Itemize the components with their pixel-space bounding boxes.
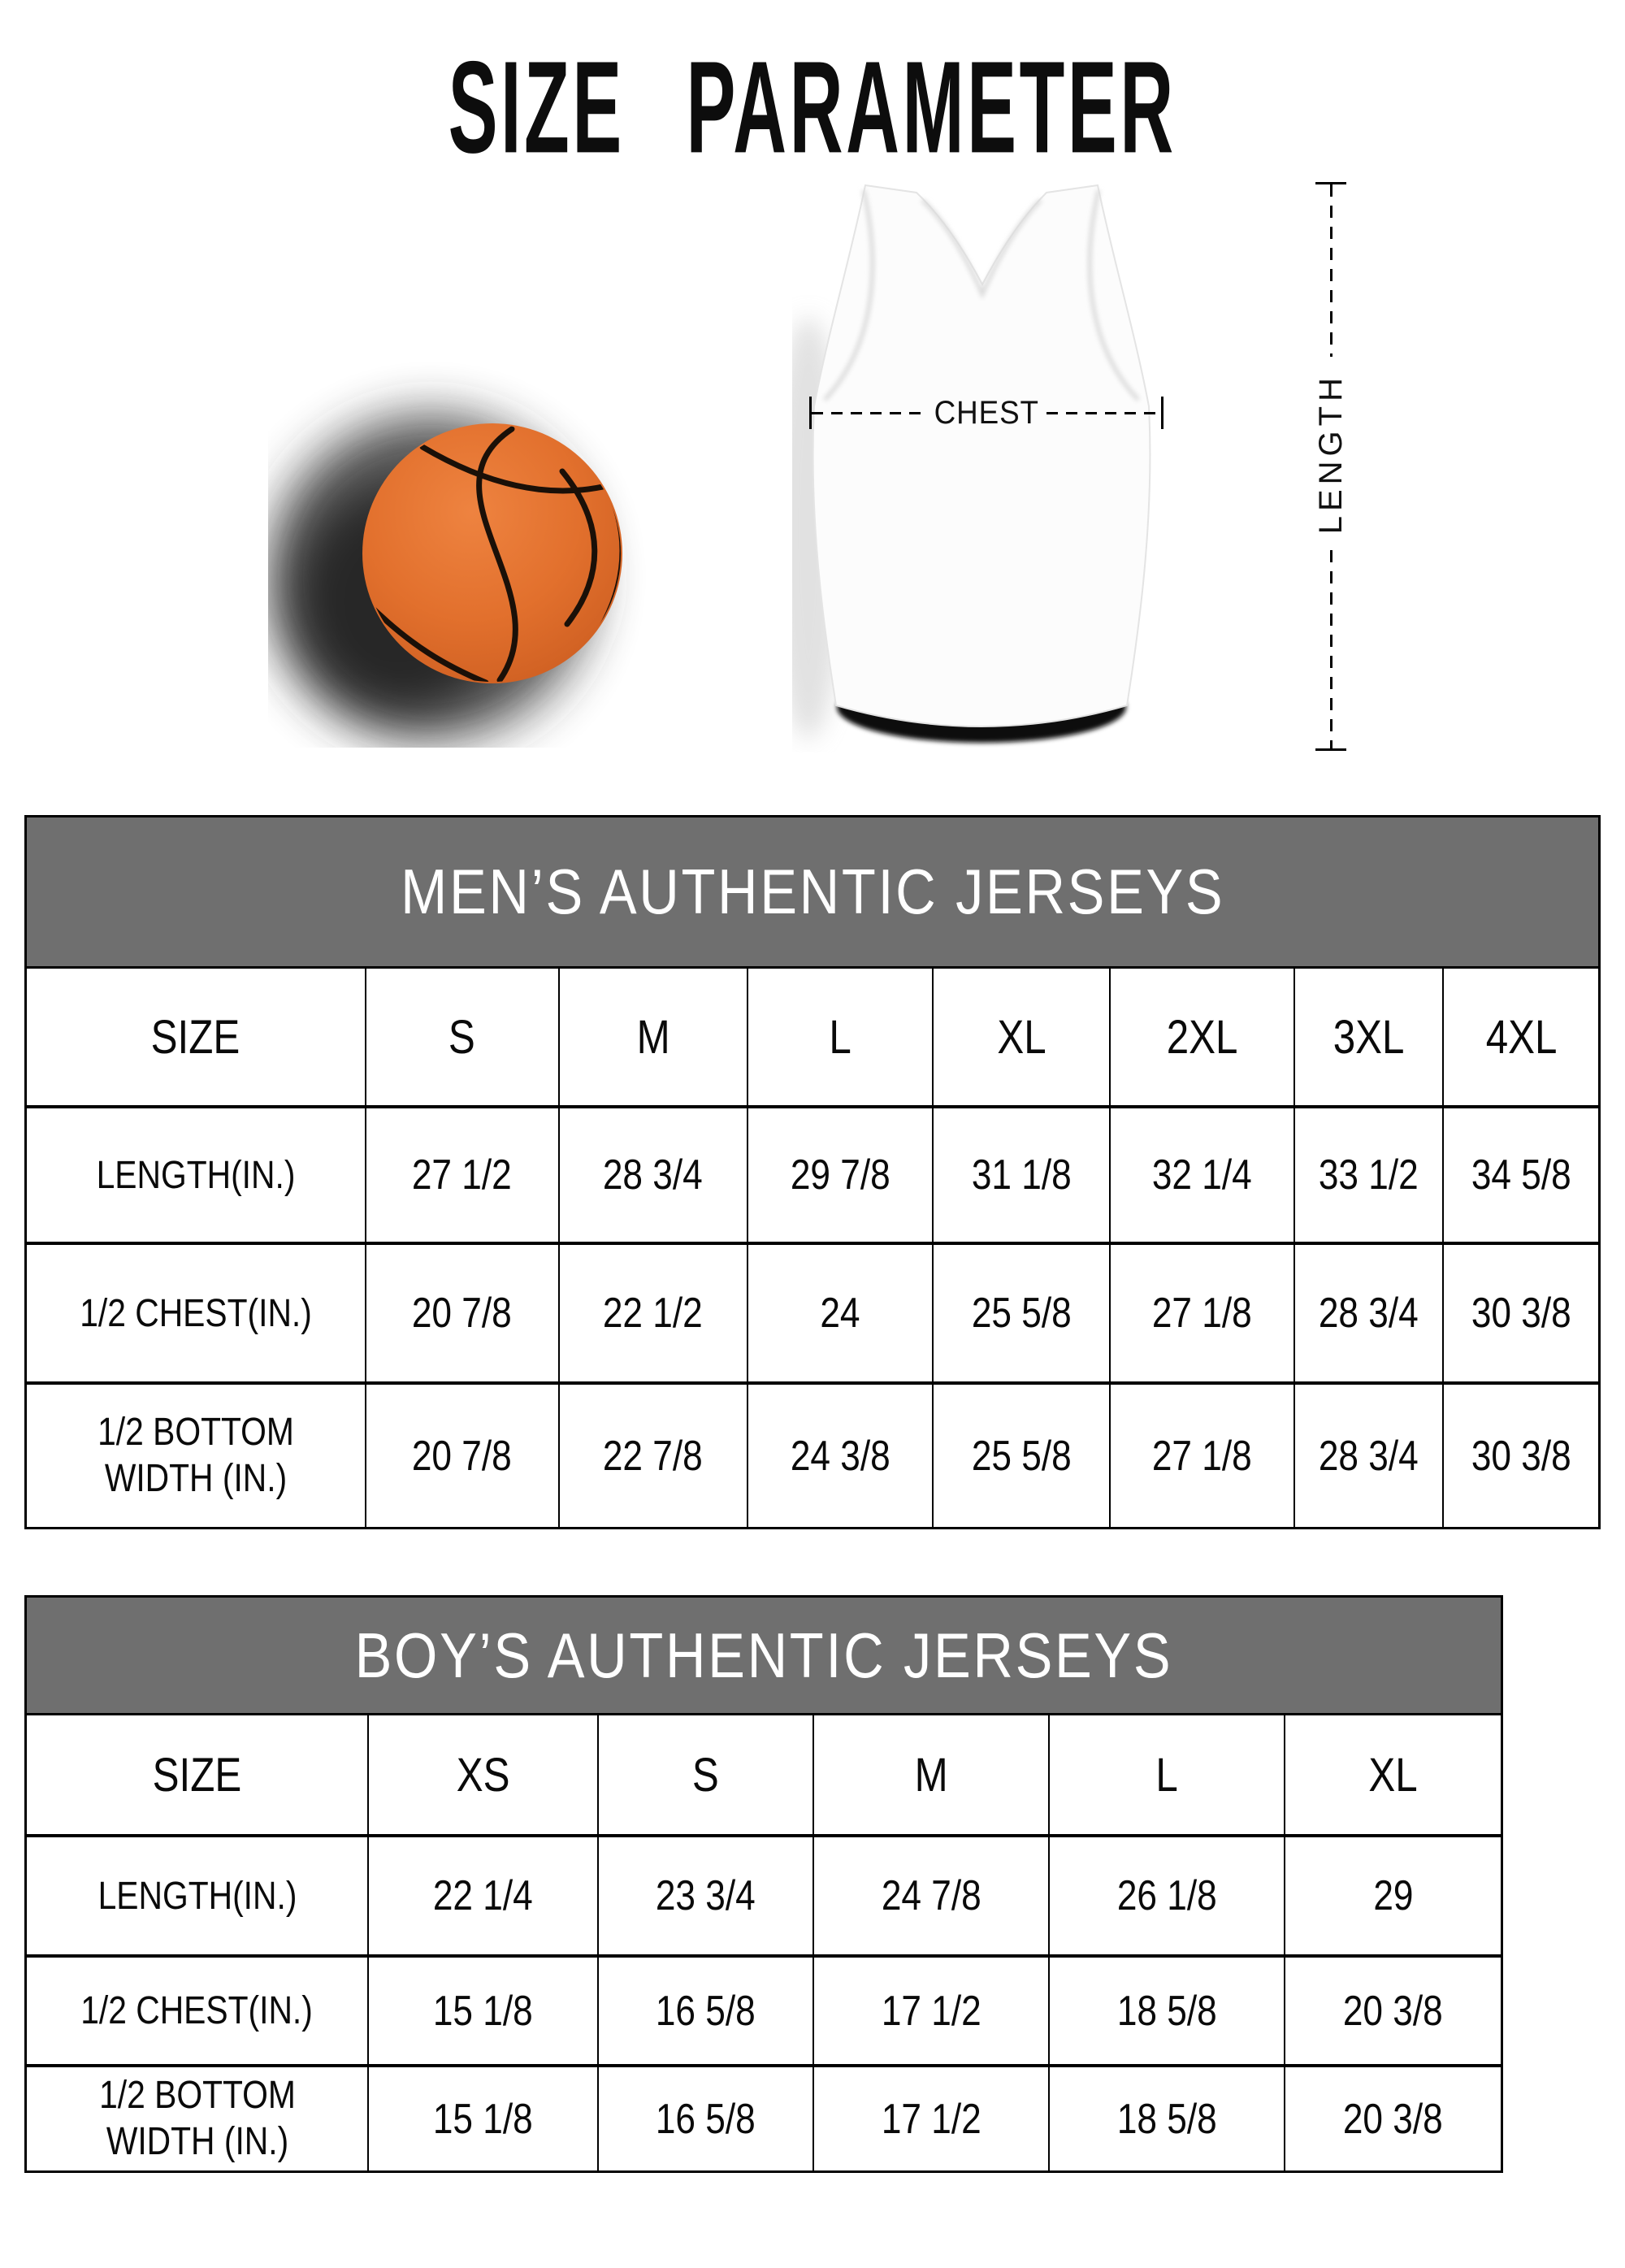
size-value-cell <box>365 1242 558 1381</box>
mens-size-table <box>24 815 1601 1529</box>
size-value-cell <box>367 1834 597 1954</box>
page-title-text: SIZE PARAMETER <box>448 34 1177 181</box>
size-value: 27 1/8 <box>1152 1290 1253 1337</box>
size-value-cell <box>1442 1105 1597 1242</box>
row-label: LENGTH(IN.) <box>98 1874 297 1918</box>
size-value: 20 7/8 <box>412 1432 513 1480</box>
col-header-cell <box>367 1715 597 1834</box>
col-header-label: SIZE <box>151 1010 240 1064</box>
size-value: 18 5/8 <box>1116 1987 1217 2035</box>
length-measure-line <box>1303 182 1358 751</box>
size-value-cell <box>597 2064 812 2170</box>
col-header-label: M <box>914 1748 948 1802</box>
size-value: 22 7/8 <box>603 1432 704 1480</box>
size-value: 24 7/8 <box>881 1872 982 1919</box>
mens-table-grid <box>27 969 1598 1527</box>
col-header-label: L <box>829 1010 852 1064</box>
size-value-cell <box>1109 1105 1293 1242</box>
size-value: 16 5/8 <box>655 1987 756 2035</box>
size-value: 32 1/4 <box>1152 1151 1253 1199</box>
col-header-label: XL <box>1368 1748 1418 1802</box>
size-value: 26 1/8 <box>1116 1872 1217 1919</box>
col-header-cell <box>27 969 365 1105</box>
boys-table-grid <box>27 1715 1501 2170</box>
col-header-label: 4XL <box>1485 1010 1558 1064</box>
size-value-cell <box>1294 1381 1443 1527</box>
mens-table-header <box>27 817 1598 969</box>
size-value-cell <box>1048 1954 1284 2064</box>
col-header-cell <box>1284 1715 1501 1834</box>
col-header-cell <box>1048 1715 1284 1834</box>
chest-measure-line <box>809 396 1164 430</box>
row-label-cell <box>27 1954 367 2064</box>
col-header-cell <box>1294 969 1443 1105</box>
row-label-cell <box>27 2064 367 2170</box>
size-value-cell <box>1109 1242 1293 1381</box>
row-label-cell <box>27 1381 365 1527</box>
col-header-cell <box>1442 969 1597 1105</box>
col-header-cell <box>27 1715 367 1834</box>
col-header-label: XS <box>456 1748 510 1802</box>
size-value-cell <box>1284 2064 1501 2170</box>
size-value: 25 5/8 <box>971 1290 1072 1337</box>
col-header-cell <box>812 1715 1048 1834</box>
size-value: 16 5/8 <box>655 2095 756 2143</box>
col-header-label: 2XL <box>1166 1010 1238 1064</box>
page-title <box>0 33 1625 181</box>
size-value-cell <box>1442 1381 1597 1527</box>
size-value: 22 1/4 <box>433 1872 533 1919</box>
size-value-cell <box>1442 1242 1597 1381</box>
size-value-cell <box>558 1381 747 1527</box>
row-label: 1/2 BOTTOM WIDTH (IN.) <box>98 2073 296 2163</box>
basketball-icon <box>268 325 691 748</box>
size-value: 28 3/4 <box>1319 1290 1419 1337</box>
col-header-label: 3XL <box>1332 1010 1405 1064</box>
jersey-icon <box>792 179 1170 752</box>
col-header-label: S <box>691 1748 719 1802</box>
col-header-label: L <box>1155 1748 1178 1802</box>
length-label: LENGTH <box>1312 373 1349 535</box>
size-value-cell <box>1048 2064 1284 2170</box>
size-value: 29 7/8 <box>790 1151 890 1199</box>
row-label: 1/2 BOTTOM WIDTH (IN.) <box>97 1410 294 1500</box>
mens-table-header-text: MEN’S AUTHENTIC JERSEYS <box>400 856 1225 927</box>
col-header-cell <box>747 969 932 1105</box>
row-label-cell <box>27 1105 365 1242</box>
size-value: 20 3/8 <box>1343 1987 1444 2035</box>
size-value: 22 1/2 <box>603 1290 704 1337</box>
size-value-cell <box>747 1105 932 1242</box>
size-value: 24 <box>820 1290 860 1337</box>
size-value-cell <box>932 1242 1110 1381</box>
col-header-label: M <box>636 1010 670 1064</box>
col-header-label: SIZE <box>152 1748 242 1802</box>
size-value-cell <box>1284 1834 1501 1954</box>
size-value-cell <box>1294 1105 1443 1242</box>
size-value-cell <box>812 1834 1048 1954</box>
size-value-cell <box>365 1381 558 1527</box>
size-value-cell <box>812 2064 1048 2170</box>
size-value-cell <box>558 1105 747 1242</box>
length-dashed-line-top <box>1330 184 1332 357</box>
row-label-cell <box>27 1834 367 1954</box>
col-header-label: S <box>448 1010 476 1064</box>
size-value-cell <box>1294 1242 1443 1381</box>
col-header-cell <box>558 969 747 1105</box>
length-bottom-tick <box>1315 748 1346 751</box>
row-label-cell <box>27 1242 365 1381</box>
boys-size-table <box>24 1595 1503 2173</box>
size-value: 28 3/4 <box>1319 1432 1419 1480</box>
size-value-cell <box>558 1242 747 1381</box>
size-value: 27 1/2 <box>412 1151 513 1199</box>
col-header-cell <box>932 969 1110 1105</box>
size-value: 31 1/8 <box>971 1151 1072 1199</box>
size-value: 17 1/2 <box>881 1987 982 2035</box>
size-value: 24 3/8 <box>790 1432 890 1480</box>
size-value: 28 3/4 <box>603 1151 704 1199</box>
size-value: 23 3/4 <box>655 1872 756 1919</box>
size-value: 33 1/2 <box>1319 1151 1419 1199</box>
size-value-cell <box>597 1954 812 2064</box>
size-value-cell <box>597 1834 812 1954</box>
size-value-cell <box>747 1242 932 1381</box>
size-value: 20 7/8 <box>412 1290 513 1337</box>
size-value-cell <box>747 1381 932 1527</box>
size-value: 15 1/8 <box>433 1987 533 2035</box>
col-header-label: XL <box>997 1010 1046 1064</box>
size-value: 30 3/8 <box>1471 1432 1571 1480</box>
size-value: 34 5/8 <box>1471 1151 1571 1199</box>
size-value-cell <box>1109 1381 1293 1527</box>
boys-table-header <box>27 1598 1501 1715</box>
row-label: LENGTH(IN.) <box>96 1153 296 1197</box>
col-header-cell <box>365 969 558 1105</box>
size-value-cell <box>932 1105 1110 1242</box>
size-value: 25 5/8 <box>971 1432 1072 1480</box>
length-dashed-line-bottom <box>1330 550 1332 748</box>
size-value-cell <box>812 1954 1048 2064</box>
boys-table-header-text: BOY’S AUTHENTIC JERSEYS <box>354 1619 1173 1691</box>
size-value: 18 5/8 <box>1116 2095 1217 2143</box>
size-value-cell <box>1284 1954 1501 2064</box>
chest-label: CHEST <box>934 394 1039 431</box>
size-value: 15 1/8 <box>433 2095 533 2143</box>
col-header-cell <box>1109 969 1293 1105</box>
size-value-cell <box>1048 1834 1284 1954</box>
chest-dashed-line-left <box>812 412 926 414</box>
size-value: 20 3/8 <box>1343 2095 1444 2143</box>
row-label: 1/2 CHEST(IN.) <box>80 1291 312 1335</box>
size-value-cell <box>367 1954 597 2064</box>
size-value-cell <box>367 2064 597 2170</box>
size-value-cell <box>932 1381 1110 1527</box>
col-header-cell <box>597 1715 812 1834</box>
size-value: 29 <box>1373 1872 1414 1919</box>
size-value: 17 1/2 <box>881 2095 982 2143</box>
size-value-cell <box>365 1105 558 1242</box>
chest-dashed-line-right <box>1046 412 1161 414</box>
size-value: 27 1/8 <box>1152 1432 1253 1480</box>
row-label: 1/2 CHEST(IN.) <box>80 1989 314 2032</box>
chest-right-tick <box>1161 397 1164 429</box>
size-value: 30 3/8 <box>1471 1290 1571 1337</box>
